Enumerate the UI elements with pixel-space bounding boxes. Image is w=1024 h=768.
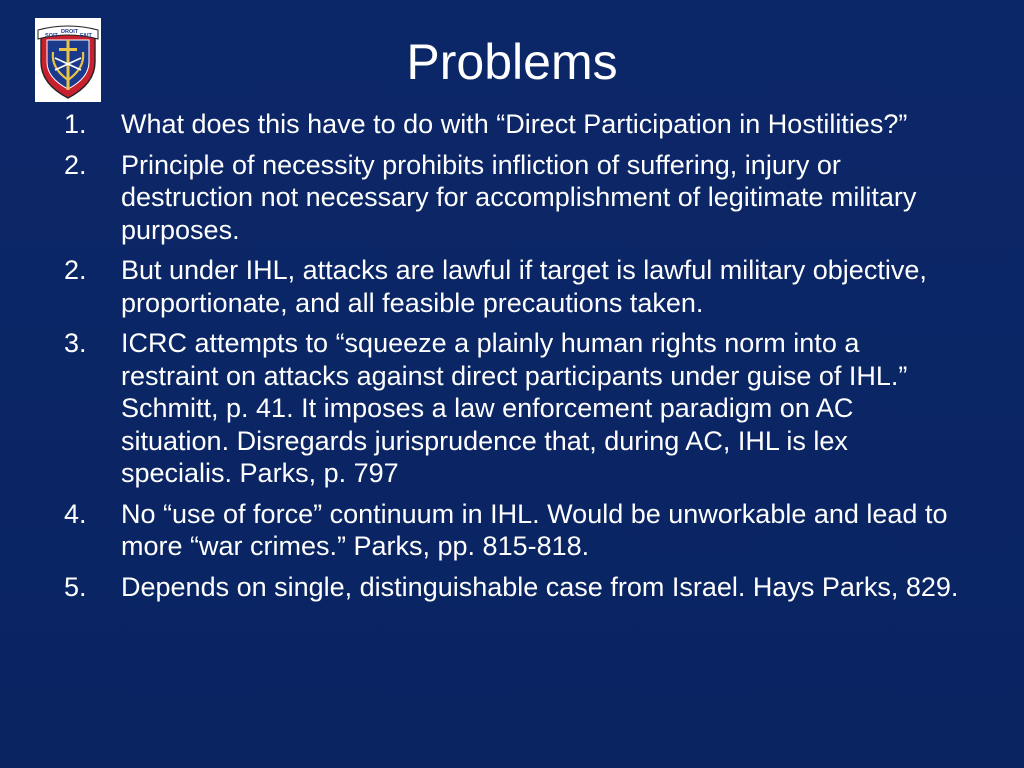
problems-list <box>0 108 1024 611</box>
item-text: ICRC attempts to “squeeze a plainly human rights norm into a restraint on attacks against direct participants under guise of IHL.” Schmitt, p. 41. It imposes a law enforcement paradigm on AC situation. Disregards jurisprudence that, during AC, IHL is lex specialis. Parks, p. 797 <box>121 328 908 488</box>
item-number: 2. <box>64 149 87 180</box>
list-item <box>0 149 1024 247</box>
logo-banner-left: SOIT <box>45 33 58 39</box>
item-text: What does this have to do with “Direct Participation in Hostilities?” <box>121 109 908 139</box>
list-item <box>0 108 1024 141</box>
item-text: No “use of force” continuum in IHL. Would be unworkable and lead to more “war crimes.” Parks, pp. 815-818. <box>121 498 948 561</box>
item-number: 3. <box>64 328 87 358</box>
slide-title: Problems <box>406 34 618 90</box>
item-number: 5. <box>64 571 87 602</box>
list-item <box>0 254 1024 319</box>
item-text: Depends on single, distinguishable case from Israel. Hays Parks, 829. <box>121 571 959 602</box>
list-item <box>0 571 1024 604</box>
list-item <box>0 498 1024 563</box>
list-item <box>0 327 1024 490</box>
item-text: Principle of necessity prohibits infliction of suffering, injury or destruction not necessary for accomplishment of legitimate military purposes. <box>121 149 917 245</box>
logo-banner-right: FAIT <box>80 33 92 39</box>
item-number: 2. <box>64 255 87 285</box>
item-number: 1. <box>64 109 87 139</box>
logo-banner-center: DROIT <box>61 29 79 35</box>
item-number: 4. <box>64 498 87 529</box>
item-text: But under IHL, attacks are lawful if target is lawful military objective, proportionate, and all feasible precautions taken. <box>121 255 927 318</box>
